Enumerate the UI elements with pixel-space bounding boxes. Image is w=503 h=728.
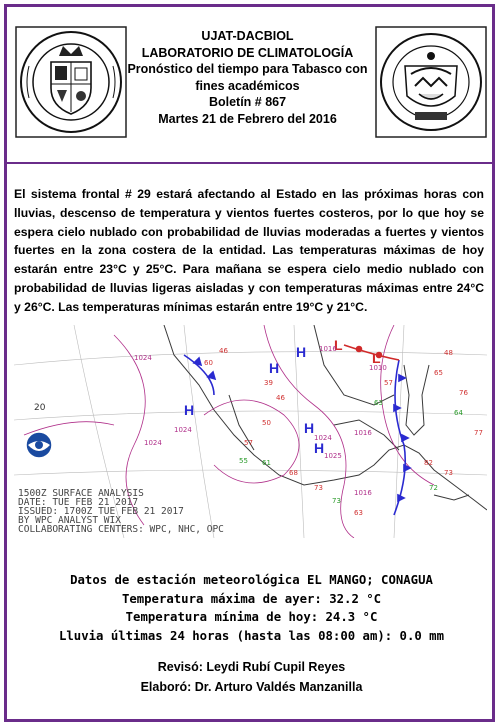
station-rain: Lluvia últimas 24 horas (hasta las 08:00 am): 0.0 mm (59, 628, 444, 643)
svg-text:H: H (304, 420, 315, 436)
institution: UJAT-DACBIOL (201, 29, 294, 43)
svg-text:46: 46 (219, 347, 228, 355)
laboratory: LABORATORIO DE CLIMATOLOGÍA (141, 45, 354, 60)
ujat-logo (15, 26, 127, 138)
map-caption (18, 489, 224, 534)
svg-text:64: 64 (454, 409, 463, 417)
svg-text:73: 73 (314, 484, 323, 492)
surface-analysis-map (14, 325, 487, 538)
svg-text:77: 77 (474, 429, 483, 437)
bulletin-number: Boletín # 867 (208, 95, 287, 109)
svg-text:61: 61 (262, 459, 271, 467)
svg-text:1016: 1016 (354, 489, 372, 497)
forecast-paragraph: El sistema frontal # 29 estará afectando al Estado en las próximas horas con lluvias, descenso de temperatura y vientos fuertes costeros, por lo que hoy se espera cielo nublado con probabilidad de lluvias moderadas a fuertes y vientos fuertes en la zona costera de la entidad. Las temperaturas máximas de hoy estarán entre 23°C y 25°C. Para mañana se espera cielo medio nublado con probabilidad de lluvias ligeras aisladas y con temperaturas máximas entre 24°C y 26°C. Las temperaturas mínimas estarán entre 19°C y 21°C. (14, 187, 484, 314)
svg-text:73: 73 (444, 469, 453, 477)
svg-text:60: 60 (204, 359, 213, 367)
svg-text:1010: 1010 (369, 364, 387, 372)
credits (0, 657, 503, 697)
svg-text:1024: 1024 (314, 434, 332, 442)
svg-text:20: 20 (34, 403, 46, 413)
svg-text:72: 72 (429, 484, 438, 492)
svg-text:65: 65 (434, 369, 443, 377)
svg-text:82: 82 (424, 459, 433, 467)
reviewed-by: Revisó: Leydi Rubí Cupil Reyes (157, 660, 346, 674)
svg-text:55: 55 (239, 457, 248, 465)
svg-text:H: H (269, 360, 280, 376)
dacbiol-logo (375, 26, 487, 138)
svg-text:68: 68 (289, 469, 298, 477)
caption-issued: ISSUED: 1700Z TUE FEB 21 2017 (18, 506, 184, 517)
svg-text:46: 46 (276, 394, 285, 402)
svg-text:57: 57 (244, 439, 253, 447)
svg-text:1024: 1024 (134, 354, 152, 362)
caption-analyst: BY WPC ANALYST WIX (18, 515, 121, 526)
caption-date: DATE: TUE FEB 21 2017 (18, 497, 139, 508)
svg-text:57: 57 (384, 379, 393, 387)
svg-text:L: L (334, 337, 343, 353)
svg-text:73: 73 (332, 497, 341, 505)
svg-text:76: 76 (459, 389, 468, 397)
svg-text:1025: 1025 (324, 452, 342, 460)
title-line-2: fines académicos (195, 78, 300, 93)
title-line-1: Pronóstico del tiempo para Tabasco con (127, 62, 368, 76)
bulletin-date: Martes 21 de Febrero del 2016 (158, 111, 337, 126)
svg-text:1024: 1024 (174, 426, 192, 434)
bulletin-header (120, 28, 375, 127)
svg-text:H: H (296, 344, 307, 360)
station-data (0, 571, 503, 645)
station-title: Datos de estación meteorológica EL MANGO; CONAGUA (70, 573, 433, 587)
svg-text:48: 48 (444, 349, 453, 357)
svg-text:L: L (372, 350, 381, 366)
prepared-by: Elaboró: Dr. Arturo Valdés Manzanilla (140, 680, 363, 694)
station-min-temp: Temperatura mínima de hoy: 24.3 °C (125, 610, 378, 624)
svg-text:H: H (314, 440, 325, 456)
svg-text:50: 50 (262, 419, 271, 427)
svg-text:1024: 1024 (144, 439, 162, 447)
caption-centers: COLLABORATING CENTERS: WPC, NHC, OPC (18, 524, 224, 535)
svg-text:39: 39 (264, 379, 273, 387)
station-max-temp: Temperatura máxima de ayer: 32.2 °C (121, 591, 382, 606)
svg-text:1016: 1016 (319, 345, 337, 353)
svg-text:63: 63 (354, 509, 363, 517)
svg-text:H: H (184, 402, 195, 418)
svg-text:1016: 1016 (354, 429, 372, 437)
caption-analysis: 1500Z SURFACE ANALYSIS (18, 488, 144, 499)
svg-text:63: 63 (374, 399, 383, 407)
header-divider (7, 162, 492, 164)
